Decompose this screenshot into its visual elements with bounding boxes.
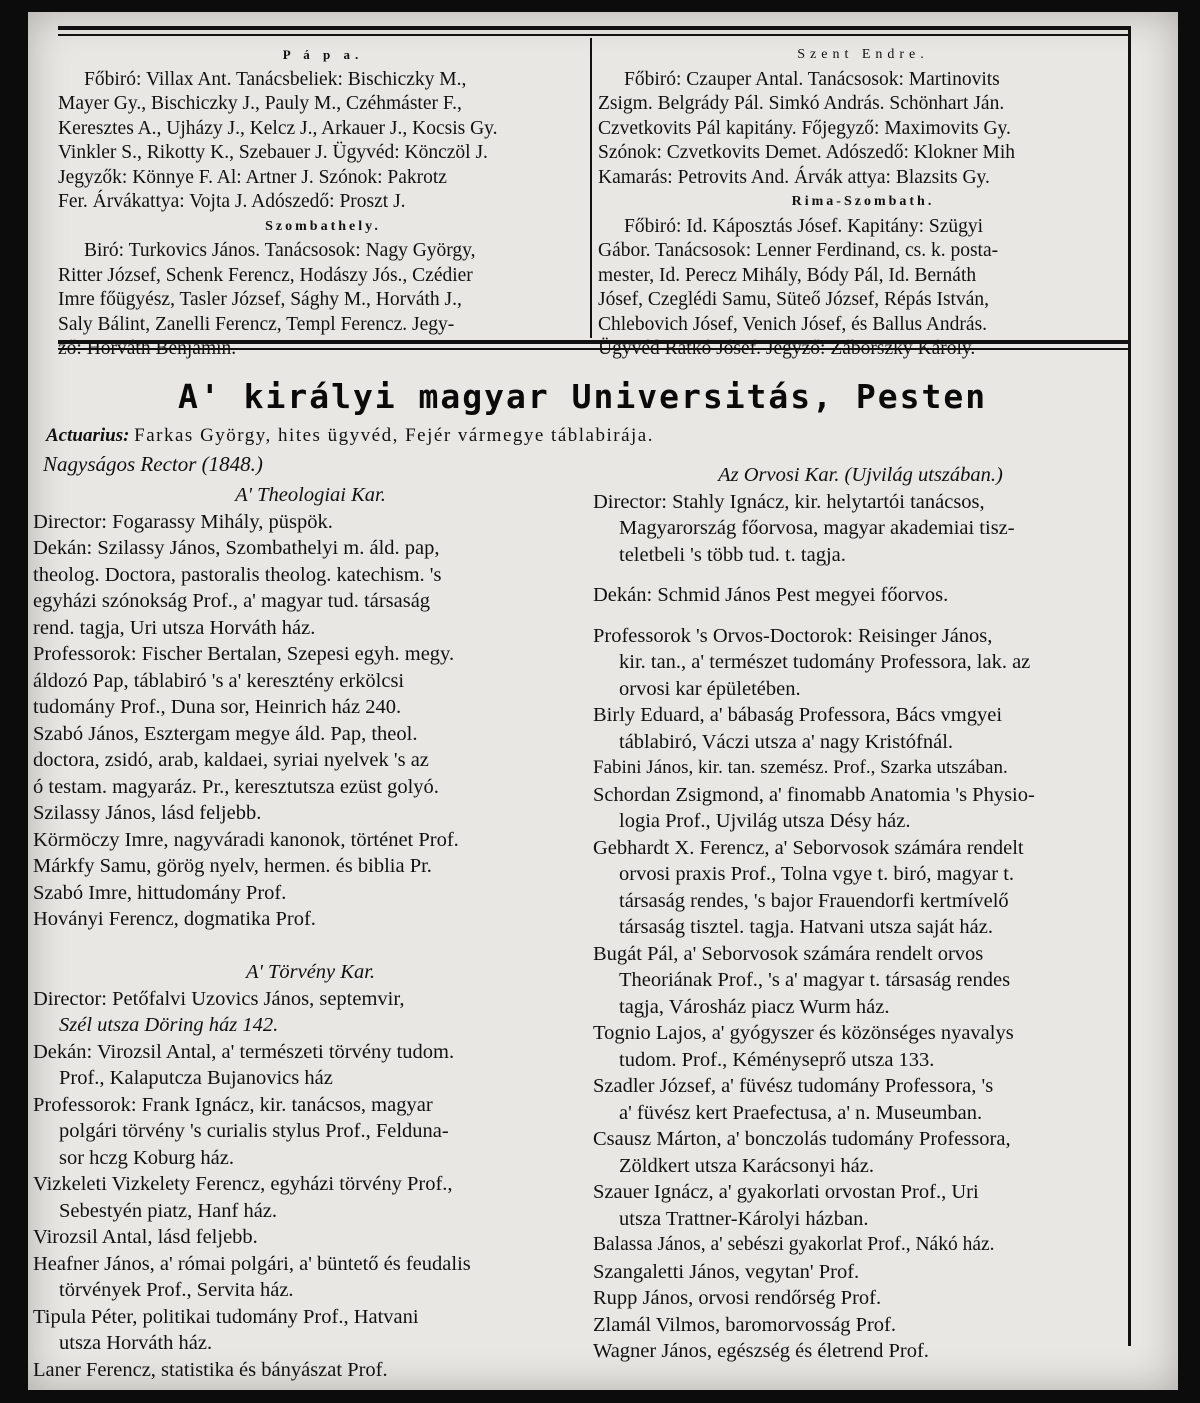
text-line: Fer. Árvákattya: Vojta J. Adószedő: Proszt J.	[58, 191, 406, 212]
text-line: Szél utsza Döring ház 142.	[59, 1014, 279, 1036]
text-line: Biró: Turkovics János. Tanácsosok: Nagy György,	[84, 240, 476, 261]
text-line: Szabó János, Esztergam megye áld. Pap, theol.	[33, 722, 418, 745]
text-line: Bugát Pál, a' Seborvosok számára rendelt orvos	[593, 942, 984, 965]
text-line: a' füvész kert Praefectusa, a' n. Museumban.	[619, 1101, 983, 1124]
text-line: Chlebovich Jósef, Venich Jósef, és Ballus András.	[598, 313, 988, 335]
text-line: kir. tan., a' természet tudomány Professora, lak. az	[619, 651, 1031, 673]
top-double-rule	[58, 26, 1130, 30]
text-line: orvosi praxis Prof., Tolna vgye t. biró, magyar t.	[619, 863, 1015, 885]
top-thin-rule	[58, 34, 1130, 36]
text-line: Heafner János, a' római polgári, a' büntető és feudalis	[33, 1252, 471, 1275]
text-line: teletbeli 's több tud. t. tagja.	[619, 543, 846, 566]
text-line: Jegyzők: Könnye F. Al: Artner J. Szónok: Pakrotz	[58, 166, 447, 188]
text-line: sor hczg Koburg ház.	[59, 1146, 234, 1169]
text-line: Ügyvéd Ratkó Jósef. Jegyző: Záborszky Károly.	[598, 338, 976, 359]
text-line: Magyarország főorvosa, magyar akademiai tisz-	[619, 517, 1015, 539]
text-line: Fabini János, kir. tan. szemész. Prof., Szarka utszában.	[593, 757, 1008, 778]
text-line: Csausz Márton, a' bonczolás tudomány Professora,	[593, 1128, 1011, 1150]
text-line: Dekán: Virozsil Antal, a' természeti törvény tudom.	[33, 1040, 455, 1063]
text-line: Birly Eduard, a' bábaság Professora, Bács vmgyei	[593, 704, 1003, 726]
text-line: tudom. Prof., Kéményseprő utsza 133.	[619, 1048, 935, 1071]
text-line: Vizkeleti Vizkelety Ferencz, egyházi törvény Prof.,	[33, 1173, 453, 1195]
text-line: utsza Trattner-Károlyi házban.	[619, 1207, 869, 1230]
text-line: Saly Bálint, Zanelli Ferencz, Templ Ferencz. Jegy-	[58, 313, 455, 335]
text-line: Rupp János, orvosi rendőrség Prof.	[593, 1287, 882, 1309]
text-line: Szilassy János, lásd feljebb.	[33, 802, 262, 824]
town-heading-papa: P á p a.	[282, 47, 364, 62]
faculty-heading-law: A' Törvény Kar.	[245, 961, 376, 983]
text-line: Virozsil Antal, lásd feljebb.	[33, 1226, 258, 1248]
text-line: Főbiró: Id. Káposztás Jósef. Kapitány: Szügyi	[624, 215, 984, 237]
text-line: Balassa János, a' sebészi gyakorlat Prof., Nákó ház.	[593, 1234, 995, 1255]
right-frame-rule	[1128, 26, 1131, 1346]
text-line: Keresztes A., Ujházy J., Kelcz J., Arkauer J., Kocsis Gy.	[58, 117, 498, 139]
text-line: Dekán: Schmid János Pest megyei főorvos.	[593, 584, 949, 606]
text-line: Gebhardt X. Ferencz, a' Seborvosok számára rendelt	[593, 836, 1024, 859]
faculty-heading-medicine: Az Orvosi Kar. (Ujvilág utszában.)	[718, 464, 1003, 486]
text-line: Hoványi Ferencz, dogmatika Prof.	[33, 908, 316, 930]
text-line: rend. tagja, Uri utsza Horváth ház.	[33, 616, 316, 639]
text-line: Szauer Ignácz, a' gyakorlati orvostan Prof., Uri	[593, 1181, 979, 1203]
text-line: Professorok: Fischer Bertalan, Szepesi egyh. megy.	[33, 643, 455, 665]
text-line: logia Prof., Ujvilág utsza Désy ház.	[619, 810, 911, 832]
university-title: A' királyi magyar Universitás, Pesten	[178, 377, 988, 416]
text-line: társaság rendes, 's bajor Frauendorfi kertmívelő	[619, 889, 1009, 912]
text-line: Theoriának Prof., 's a' magyar t. társaság rendes	[619, 969, 1011, 991]
text-line: tudomány Prof., Duna sor, Heinrich ház 240.	[33, 696, 402, 718]
actuarius-line	[46, 425, 654, 447]
blank-line	[33, 933, 588, 960]
text-line: Director: Stahly Ignácz, kir. helytartói tanácsos,	[593, 490, 985, 513]
text-line: tagja, Városház piacz Wurm ház.	[619, 995, 890, 1018]
text-line: társaság tisztel. tagja. Hatvani utsza saját ház.	[619, 916, 993, 938]
text-line: utsza Horváth ház.	[59, 1332, 213, 1354]
text-line: Tipula Péter, politikai tudomány Prof., Hatvani	[33, 1305, 419, 1328]
text-line: ó testam. magyaráz. Pr., keresztutsza ezüst golyó.	[33, 775, 439, 798]
text-line: Szabó Imre, hittudomány Prof.	[33, 881, 287, 904]
text-line: Zsigm. Belgrády Pál. Simkó András. Schönhart Ján.	[598, 93, 1005, 114]
text-line: Ritter József, Schenk Ferencz, Hodászy Jós., Czédier	[58, 264, 473, 286]
faculty-heading-theology: A' Theologiai Kar.	[235, 484, 386, 506]
text-line: Prof., Kalaputcza Bujanovics ház	[59, 1067, 333, 1089]
text-line: Gábor. Tanácsosok: Lenner Ferdinand, cs. k. posta-	[598, 240, 999, 261]
text-line: Czvetkovits Pál kapitány. Főjegyző: Maximovits Gy.	[598, 117, 1011, 139]
text-line: Laner Ferencz, statistika és bányászat Prof.	[33, 1358, 388, 1381]
text-line: Director: Petőfalvi Uzovics János, septemvir,	[33, 987, 405, 1010]
text-line: Wagner János, egészség és életrend Prof.	[593, 1340, 929, 1362]
town-heading-szombathely: Szombathely.	[265, 218, 381, 234]
right-column-medicine	[593, 462, 1128, 1365]
text-line: Jósef, Czeglédi Samu, Süteő József, Répás István,	[598, 289, 990, 310]
text-line: Mayer Gy., Bischiczky J., Pauly M., Czéhmáster F.,	[58, 93, 462, 114]
text-line: Szadler József, a' füvész tudomány Professora, 's	[593, 1075, 994, 1097]
text-line: Dekán: Szilassy János, Szombathelyi m. áld. pap,	[33, 537, 440, 559]
text-line: Márkfy Samu, görög nyelv, hermen. és biblia Pr.	[33, 855, 432, 877]
text-line: ző: Horváth Benjamin.	[58, 338, 237, 359]
text-line: theolog. Doctora, pastoralis theolog. katechism. 's	[33, 563, 442, 586]
text-line: Sebestyén piatz, Hanf ház.	[59, 1199, 278, 1222]
text-line: egyházi szónokság Prof., a' magyar tud. társaság	[33, 590, 431, 612]
text-line: Főbiró: Villax Ant. Tanácsbeliek: Bischiczky M.,	[84, 68, 467, 90]
actuarius-label: Actuarius:	[46, 425, 130, 446]
text-line: Tognio Lajos, a' gyógyszer és közönséges nyavalys	[593, 1022, 1014, 1044]
text-line: áldozó Pap, táblabiró 's a' keresztény erkölcsi	[33, 669, 405, 692]
text-line: Professorok: Frank Ignácz, kir. tanácsos, magyar	[33, 1093, 433, 1116]
text-line: Kamarás: Petrovits And. Árvák attya: Blazsits Gy.	[598, 166, 990, 188]
rector-line: Nagyságos Rector (1848.)	[43, 452, 263, 476]
document-page	[28, 12, 1178, 1390]
column-divider-top	[590, 38, 592, 338]
text-line: Professorok 's Orvos-Doctorok: Reisinger János,	[593, 624, 993, 647]
text-line: Zlamál Vilmos, baromorvosság Prof.	[593, 1313, 897, 1336]
actuarius-text: Farkas György, hites ügyvéd, Fejér vármegye táblabirája.	[134, 425, 654, 446]
text-line: doctora, zsidó, arab, kaldaei, syriai nyelvek 's az	[33, 749, 429, 771]
blank-line	[593, 609, 1128, 623]
text-line: Director: Fogarassy Mihály, püspök.	[33, 510, 333, 533]
text-line: mester, Id. Perecz Mihály, Bódy Pál, Id. Bernáth	[598, 264, 977, 286]
text-line: Schordan Zsigmond, a' finomabb Anatomia 's Physio-	[593, 783, 1035, 806]
text-line: Szónok: Czvetkovits Demet. Adószedő: Klokner Mih	[598, 142, 1016, 163]
text-line: Zöldkert utsza Karácsonyi ház.	[619, 1154, 875, 1177]
left-column-faculties	[33, 482, 588, 1383]
text-line: táblabiró, Váczi utsza a' nagy Kristófnál.	[619, 730, 954, 753]
text-line: Főbiró: Czauper Antal. Tanácsosok: Martinovits	[624, 68, 1000, 90]
text-line: Imre főügyész, Tasler József, Sághy M., Horváth J.,	[58, 289, 462, 310]
pest-region-top-right	[598, 42, 1128, 361]
town-heading-szent-endre: Szent Endre.	[797, 47, 929, 62]
blank-line	[593, 568, 1128, 582]
text-line: orvosi kar épületében.	[619, 677, 801, 700]
text-line: törvények Prof., Servita ház.	[59, 1279, 294, 1301]
town-heading-rima-szombath: Rima-Szombath.	[791, 194, 935, 209]
text-line: polgári törvény 's curialis stylus Prof., Felduna-	[59, 1120, 449, 1142]
pest-region-top-left	[58, 42, 588, 361]
text-line: Szangaletti János, vegytan' Prof.	[593, 1260, 860, 1283]
text-line: Vinkler S., Rikotty K., Szebauer J. Ügyvéd: Könczöl J.	[58, 142, 488, 163]
text-line: Körmöczy Imre, nagyváradi kanonok, történet Prof.	[33, 828, 459, 851]
